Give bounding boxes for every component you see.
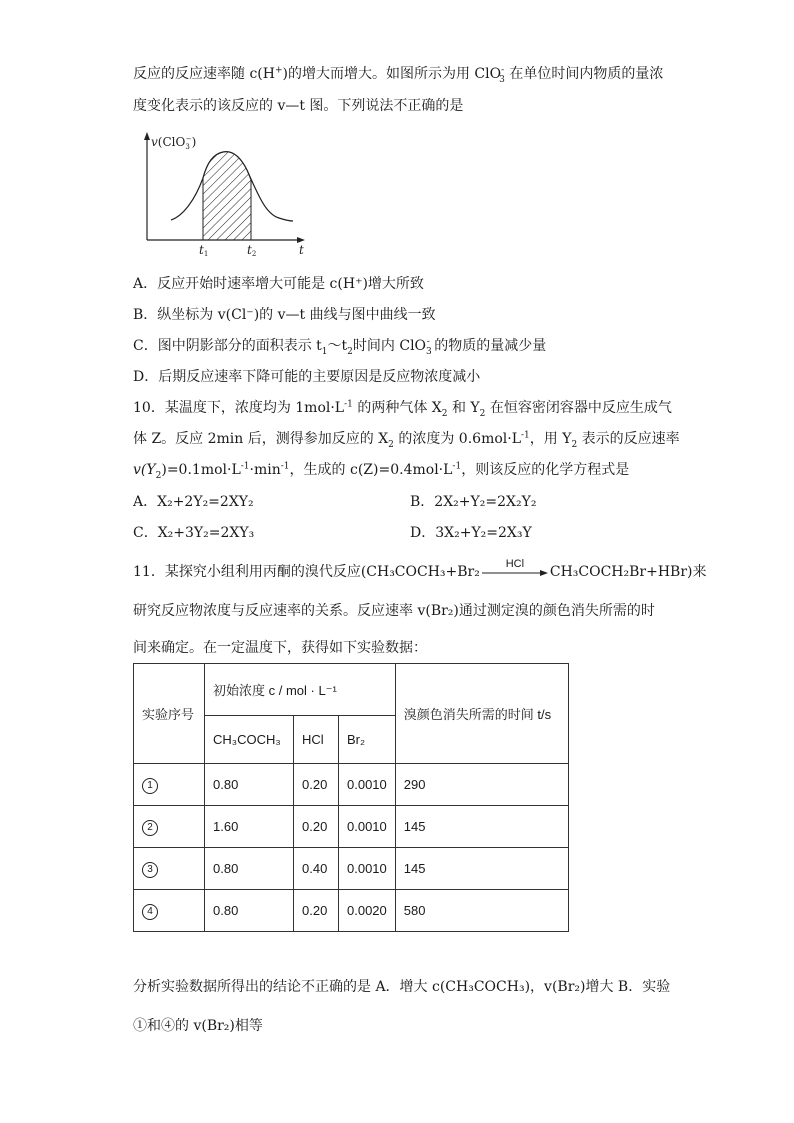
sup: -1 bbox=[280, 461, 290, 472]
sub: 2 bbox=[479, 408, 486, 419]
q11-conclusion-2: ①和④的 v(Br₂)相等 bbox=[133, 1018, 263, 1034]
sup: -1 bbox=[344, 399, 353, 410]
header-br2: Br₂ bbox=[339, 716, 396, 764]
cell: 145 bbox=[395, 806, 568, 848]
cell: 0.20 bbox=[294, 764, 339, 806]
sup: -1 bbox=[521, 430, 530, 441]
sup: -1 bbox=[452, 461, 462, 472]
circled-number: 4 bbox=[142, 904, 158, 920]
text: 11．某探究小组利用丙酮的溴代反应(CH₃COCH₃+Br₂ bbox=[133, 564, 480, 580]
seq-cell bbox=[134, 764, 205, 806]
circled-number: 3 bbox=[142, 862, 158, 878]
text: )=0.1mol·L bbox=[161, 462, 241, 478]
text: 10．某温度下，浓度均为 1mol·L bbox=[133, 400, 345, 416]
cell: 1.60 bbox=[205, 806, 294, 848]
text: )的增大而增大。如图所示为用 ClO bbox=[282, 66, 502, 82]
text: 在恒容密闭容器中反应生成气 bbox=[485, 400, 672, 416]
x-axis-label: t bbox=[299, 243, 304, 257]
header-conc: 初始浓度 c / mol · L⁻¹ bbox=[205, 664, 396, 716]
cell: 0.0020 bbox=[339, 890, 396, 932]
cell: 290 bbox=[395, 764, 568, 806]
vt-chart bbox=[133, 128, 323, 258]
q10-line-2 bbox=[133, 429, 680, 449]
sub: 2 bbox=[388, 439, 394, 450]
text: 表示的反应速率 bbox=[577, 431, 680, 447]
cell: 0.80 bbox=[205, 764, 294, 806]
header-ch3coch3: CH₃COCH₃ bbox=[205, 716, 294, 764]
text: ，生成的 c(Z)=0.4mol·L bbox=[289, 462, 453, 478]
experiment-table bbox=[133, 663, 569, 932]
sup: - bbox=[426, 337, 430, 348]
text: 在单位时间内物质的量浓 bbox=[504, 66, 664, 82]
q10-option-c: C．X₂+3Y₂=2XY₃ bbox=[133, 525, 255, 541]
t2-label: t2 bbox=[247, 243, 257, 258]
q11-line-2: 研究反应物浓度与反应速率的关系。反应速率 v(Br₂)通过测定溴的颜色消失所需的时 bbox=[133, 603, 655, 619]
q11-line-1 bbox=[133, 558, 707, 582]
q9-option-c bbox=[133, 336, 546, 356]
cell: 0.0010 bbox=[339, 848, 396, 890]
q10-option-a: A．X₂+2Y₂=2XY₂ bbox=[133, 494, 254, 510]
cell: 0.20 bbox=[294, 890, 339, 932]
cell: 145 bbox=[395, 848, 568, 890]
sub: 2 bbox=[571, 439, 578, 450]
q10-option-b: B．2X₂+Y₂=2X₂Y₂ bbox=[410, 494, 537, 510]
cell: 0.80 bbox=[205, 890, 294, 932]
cell: 0.40 bbox=[294, 848, 339, 890]
text: C．图中阴影部分的面积表示 t bbox=[133, 338, 322, 354]
text: 和 Y bbox=[447, 400, 480, 416]
intro-line-2: 度变化表示的该反应的 v—t 图。下列说法不正确的是 bbox=[133, 98, 464, 114]
text: ～t bbox=[327, 338, 348, 354]
q10-option-d: D．3X₂+Y₂=2X₃Y bbox=[410, 525, 532, 541]
q11-line-3: 间来确定。在一定温度下，获得如下实验数据： bbox=[133, 640, 427, 656]
cell: 0.80 bbox=[205, 848, 294, 890]
sub: 2 bbox=[441, 408, 448, 419]
header-hcl: HCl bbox=[294, 716, 339, 764]
sub: 1 bbox=[321, 346, 328, 357]
cell: 0.20 bbox=[294, 806, 339, 848]
sup: + bbox=[274, 65, 283, 76]
cell: 0.0010 bbox=[339, 806, 396, 848]
circled-number: 1 bbox=[142, 778, 158, 794]
y-axis-arrow bbox=[144, 132, 150, 140]
sub: 2 bbox=[347, 346, 353, 357]
q9-option-b: B．纵坐标为 v(Cl⁻)的 v—t 曲线与图中曲线一致 bbox=[133, 307, 436, 323]
sup: -1 bbox=[240, 461, 250, 472]
text: ，用 Y bbox=[529, 431, 572, 447]
table-row bbox=[134, 806, 569, 848]
text: 的两种气体 X bbox=[352, 400, 442, 416]
text: 的物质的量减少量 bbox=[429, 338, 547, 354]
table-row bbox=[134, 848, 569, 890]
y-axis-label: v(ClO$_3$−) bbox=[151, 135, 197, 151]
text: 时间内 ClO bbox=[352, 338, 427, 354]
reaction-arrow bbox=[480, 558, 550, 582]
text: 反应的反应速率随 c(H bbox=[133, 66, 275, 82]
seq-cell bbox=[134, 848, 205, 890]
q9-option-d: D．后期反应速率下降可能的主要原因是反应物浓度减小 bbox=[133, 369, 481, 385]
cell: 580 bbox=[395, 890, 568, 932]
text: ，则该反应的化学方程式是 bbox=[461, 462, 630, 478]
t1-label: t1 bbox=[199, 243, 209, 258]
seq-cell bbox=[134, 890, 205, 932]
q10-line-1 bbox=[133, 398, 672, 418]
cell: 0.0010 bbox=[339, 764, 396, 806]
text: v(Y bbox=[133, 462, 156, 478]
sup: - bbox=[501, 65, 505, 76]
text: 的浓度为 0.6mol·L bbox=[393, 431, 521, 447]
sub: 3 bbox=[426, 346, 432, 357]
table-row bbox=[134, 764, 569, 806]
seq-cell bbox=[134, 806, 205, 848]
catalyst-label: HCl bbox=[505, 558, 525, 570]
q10-line-3 bbox=[133, 460, 629, 480]
q11-conclusion-1: 分析实验数据所得出的结论不正确的是 A．增大 c(CH₃COCH₃)，v(Br₂)增大 B．实验 bbox=[133, 979, 671, 995]
text: ·min bbox=[249, 462, 281, 478]
header-time: 溴颜色消失所需的时间 t/s bbox=[395, 664, 568, 764]
sub: 2 bbox=[155, 470, 162, 481]
circled-number: 2 bbox=[142, 820, 158, 836]
text: 体 Z。反应 2min 后，测得参加反应的 X bbox=[133, 431, 389, 447]
header-seq: 实验序号 bbox=[134, 664, 205, 764]
q9-option-a: A．反应开始时速率增大可能是 c(H⁺)增大所致 bbox=[133, 276, 424, 292]
arrow-icon bbox=[480, 562, 550, 582]
table-row bbox=[134, 890, 569, 932]
text: CH₃COCH₂Br+HBr)来 bbox=[549, 564, 707, 580]
sub: 3 bbox=[499, 74, 505, 85]
intro-line-1 bbox=[133, 64, 663, 84]
